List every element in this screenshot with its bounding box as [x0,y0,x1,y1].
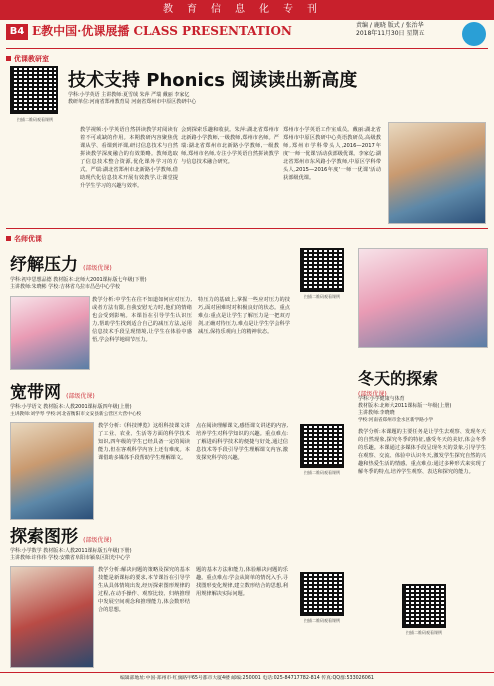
lesson-column: 特压力的基础上,掌握一些应对压力的技巧,面对困难时对积极良好的状态。重点难点:重点是让学生了解压力是一把双刃剑,正确对待压力,难点是让学生学会科学减压,保持乐观向上的精神状态。 [198,297,290,335]
classroom-photo [388,122,486,224]
lesson-info: 主讲教师:朱晓彬 学校:吉林省乌拉市昌邑中心学校 [10,284,120,290]
qr-caption: 扫描二维码观看课例 [406,630,442,635]
lesson-column: 教学分析:本课题的主要任务是让学生去观察、发现冬天的自然现象,探究冬季的特征,感受冬天的美好,体会冬季的乐趣。本课通过多媒体手段呈现冬天的景象,引导学生在观察、交流、体验中认识冬天,激发学生探究自然的兴趣和热爱生活的情感。重点难点:通过多种形式来实现了解冬季的特点,培养学生观察、表达和探究的能力。 [358,429,486,475]
section-label-teachers: 名师优课 [6,234,42,244]
teacher-photo [10,296,90,370]
publication-logo [462,22,486,46]
masthead-meta [356,22,424,38]
lesson-heading [10,522,112,547]
divider [6,48,488,49]
lesson-info: 学科:小学数学 教材版本:人教2011课标版五年级(下册) [10,548,132,554]
lesson-info: 学校:河南省郑州市金水区新学路小学 [358,418,434,423]
section-label-research: 优课教研室 [6,54,49,64]
lesson-heading [10,250,112,275]
masthead-banner: 教育信息化专刊 [0,0,494,20]
page-footer: 编辑部地址:中国·郑州市·红旗路甲65号都市大厦4楼 邮编:250001 电话:025-84717782-814 传真:QQ群:533026061 [0,672,494,686]
classroom-photo [10,566,94,668]
lesson-info: 学科:小学语文 教材版本:人教2001课标版四年级(上册) [10,404,132,410]
lesson-tag: (部级优课) [66,393,95,400]
lesson-tag: (部级优课) [358,391,387,398]
lesson-title-winter: 冬天的探索 [358,369,439,388]
lesson-heading [10,378,95,403]
lesson-info: 主讲教师:许伟伟 学校:安徽省阜阳市颍泉区阳光中心学 [10,555,130,561]
lesson-column: 题的基本方法和能力,体验解决问题的乐趣。重点难点:学会从简单的情况入手,寻找图形变化规律,建立数形结合的思想,利用规律解决实际问题。 [196,567,288,597]
article-info: 教研单位:河南省郑州教育局 河南省郑州市中原区教研中心 [68,99,197,105]
qr-caption: 扫描二维码观看课例 [17,117,53,122]
lesson-tag: (部级优课) [83,537,112,544]
lesson-info: 学科:初中思想品德 教材版本:北师大2001课标版七年级(下册) [10,277,147,283]
layout-editor: 版式 / 张治华 [387,22,424,29]
divider [6,228,488,229]
lesson-info: 学科:小学健康与体育 [358,396,405,402]
qr-code[interactable] [402,584,446,628]
lesson-title-relief: 纾解压力 [10,255,78,275]
lesson-tag: (部级优课) [83,265,112,272]
lesson-info: 主讲教师:李晓晓 [358,410,395,416]
article-info: 学科:小学英语 主讲教师:夏雪绒 朱萍 严瑞 戴丽 李家亿 [68,92,190,98]
qr-caption: 扫描二维码观看课例 [304,294,340,299]
lesson-heading [358,366,438,398]
qr-caption: 扫描二维码观看课例 [304,618,340,623]
qr-code[interactable] [300,248,344,292]
article-column: 教学视频:小学英语自然拼读教学对阅读有着不可或缺的作用。本期教研内容聚焦优课从学、看课到评课,研讨信息技术与自然拼读教学深度融合的有效策略。教师选取了信息技术整合资源,优化课外学习的方式。严瑞:湖北省郑州市北新路小学教师,借助现代化信息技术开展有效教学,让课堂提升学生学习的兴趣与效率。 [80,127,178,189]
article-column: 郑州市小学英语工作室成员。戴丽:湖北省郑州市中原区教研中心英语教研员,高级教师,郑州市学科带头人,2016—2017年度'一师一优课'活动获部级优课。李家亿:湖北省郑州市东风路小学教师,中原区学科带头人,2015—2016年度'一师一优课'活动获部级优课。 [283,127,381,181]
lesson-column: 教学分析:解决问题的策略及探究的基本技能是新课标的要求,本节课旨在引导学生从具体情境出发,经历探索图形规律的过程,在动手操作、观察比较、归纳推理中发展空间观念和推理能力,体会数形结合的思想。 [98,567,190,613]
lesson-title-broadband: 宽带网 [10,383,61,403]
classroom-photo [10,422,94,520]
lesson-column: 教学分析:《科技博览》这组科技课文讲了工业、农业、生活等方面的科学技术知识,四年级的学生已经具备一定的阅读能力,但在客观科学内容上还有难度。本课借助多媒体手段帮助学生理解课文。 [98,423,190,461]
qr-code[interactable] [300,572,344,616]
article-column: 会到探索乐趣和收获。朱萍:湖北省郑州市北新路小学教师,一级教师,郑州市名师。严瑞:湖北省郑州市北新路小学教师,一级教师,郑州市名师,专注小学英语自然拼读教学与信息技术融合研究。 [181,127,279,165]
qr-caption: 扫描二维码观看课例 [304,470,340,475]
lesson-column: 教学分析:中学生在往不知道如何应对压力,或者方法有限,自我安慰无力时,他们的情绪也会受到影响。本课旨在引导学生认识压力,帮助学生找到适合自己的减压方法,运用信息技术手段呈现情境,让学生在体验中感悟,学会科学地调节压力。 [92,297,192,343]
issue-date: 2018年11月30日 星期五 [356,30,425,37]
article-title-phonics: 技术支持 Phonics 阅读读出新高度 [68,70,358,91]
lesson-info: 教材版本:北师大2011课标版一年级(上册) [358,403,452,409]
column-title: E教中国·优课展播 CLASS PRESENTATION [32,24,292,38]
qr-code[interactable] [10,66,58,114]
lesson-column: 点在阅读理解课文,感悟课文讲述的内容,培养学生对科学知识的兴趣。重点难点:了解进码科学技术的便捷与好处,通过信息技术等手段引导学生理解课文内容,激发探究科学的兴趣。 [196,423,288,461]
lesson-info: 主讲教师:刘学琴 学校:河北省衡阳市文安县新公营区大营中心校 [10,412,142,417]
lesson-title-explore: 探索图形 [10,527,78,547]
editor: 责编 / 鹿晓 [356,22,386,29]
qr-code[interactable] [300,424,344,468]
page-number: B4 [6,24,28,40]
classroom-photo [358,248,488,348]
